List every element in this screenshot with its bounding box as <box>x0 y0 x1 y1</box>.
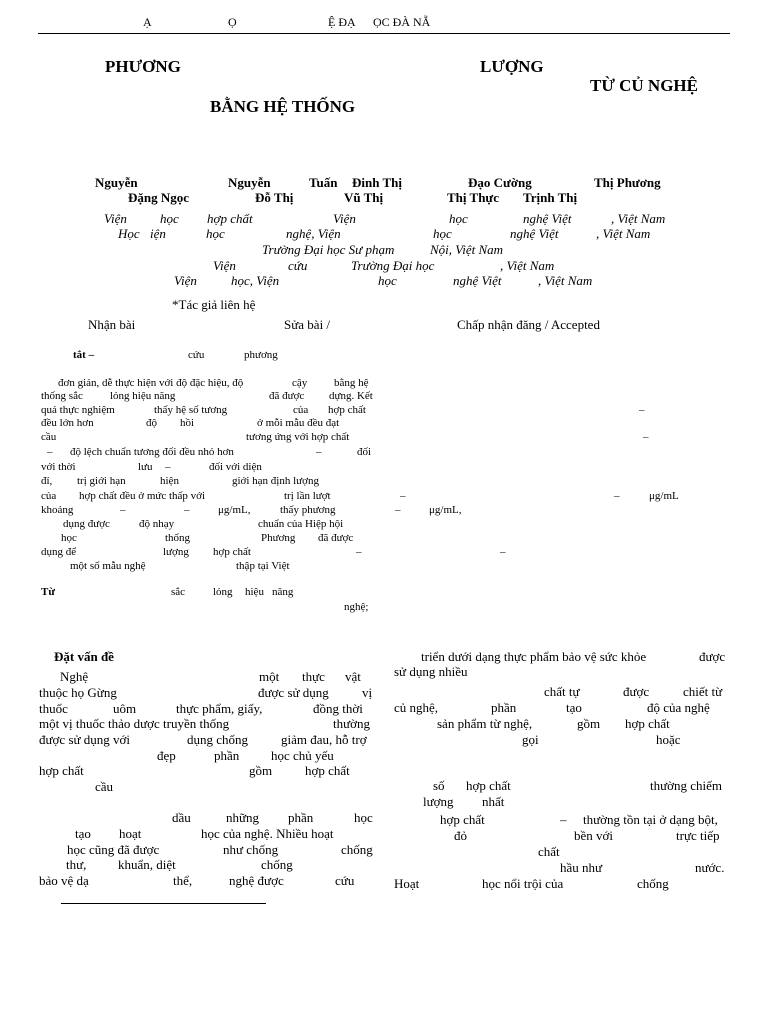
body-text: sản phẩm từ nghệ, <box>437 716 533 731</box>
received-label: Nhận bài <box>88 317 136 332</box>
body-text: triển dưới dạng thực phẩm bảo vệ sức khỏe <box>421 649 647 664</box>
body-text: chống <box>341 842 373 857</box>
affiliation-text: Học <box>118 226 140 241</box>
abstract-text: khoảng <box>41 504 74 516</box>
body-text: bảo vệ dạ <box>39 873 89 888</box>
affiliation-text: Viện <box>174 273 197 288</box>
affiliation-text: học <box>160 211 179 226</box>
footnote-rule <box>61 903 266 904</box>
section-heading: Đặt vấn đề <box>54 649 114 664</box>
abstract-text: – <box>120 504 126 516</box>
affiliation-text: Viện <box>213 258 236 273</box>
author: Nguyễn <box>95 175 138 190</box>
abstract-text: thấy hệ số tương <box>154 404 228 416</box>
abstract-text: hồi <box>180 417 195 429</box>
revised-label: Sửa bài / <box>284 317 331 332</box>
abstract-text: lượng <box>163 546 189 558</box>
body-text: đồng thời <box>313 701 363 716</box>
abstract-text: ở mỗi mẫu đều đạt <box>257 417 340 429</box>
author: Đạo Cường <box>468 175 532 190</box>
abstract-text: hợp chất <box>328 404 366 416</box>
abstract-text: hiện <box>160 475 179 487</box>
body-text: vị <box>362 685 373 700</box>
body-text: được <box>623 684 650 699</box>
abstract-text: giới hạn định lượng <box>232 475 319 487</box>
corresponding-author-note: *Tác giả liên hệ <box>172 297 256 312</box>
abstract-text: dụng được <box>63 518 110 530</box>
abstract-fragment: – <box>500 546 506 558</box>
keyword-text: sắc <box>171 586 186 598</box>
title-line1-left: PHƯƠNG <box>105 57 181 76</box>
abstract-text: cứu <box>188 349 205 361</box>
abstract-text: đơn giản, dễ thực hiện với độ đặc hiệu, độ <box>58 377 244 389</box>
body-text: nước. <box>695 860 725 875</box>
keyword-text: nghệ; <box>344 601 369 613</box>
title-line2-right: TỪ CỦ NGHỆ <box>590 76 698 95</box>
body-text: củ nghệ, <box>394 700 439 715</box>
affiliation-text: Trường Đại học <box>351 258 435 273</box>
body-text: tạo <box>75 826 91 841</box>
abstract-fragment: – <box>614 490 620 502</box>
body-text: thuốc <box>39 701 68 716</box>
body-text: vật <box>345 669 361 684</box>
body-text: gọi <box>522 732 539 747</box>
body-text: chiết từ <box>683 684 723 699</box>
affiliation-text: nghệ Việt <box>510 226 559 241</box>
body-text: lượng <box>423 794 454 809</box>
body-text: giảm đau, hỗ trợ <box>281 732 367 747</box>
abstract-fragment: μg/mL, <box>429 504 462 516</box>
affiliation-text: học <box>206 226 225 241</box>
affiliation-text: Nội, Việt Nam <box>430 242 504 257</box>
abstract-text: học <box>61 532 77 544</box>
body-text: hoạt <box>119 826 142 841</box>
body-text: cứu <box>335 873 355 888</box>
keywords-label: Từ <box>41 586 55 598</box>
body-text: một <box>259 669 280 684</box>
keyword-text: lỏng <box>213 586 233 598</box>
body-text: tạo <box>566 700 582 715</box>
abstract-text: tương ứng với hợp chất <box>246 431 350 443</box>
affiliation-text: , Việt Nam <box>500 258 555 273</box>
body-text: chống <box>637 876 669 891</box>
body-text: chống <box>261 857 293 872</box>
abstract-text: hợp chất đều ở mức thấp với <box>79 490 206 502</box>
abstract-text: đã được <box>318 532 354 544</box>
abstract-text: đối với diện <box>209 461 262 473</box>
body-text: thư, <box>66 857 87 872</box>
body-text: học của nghệ. Nhiều hoạt <box>201 826 334 841</box>
body-text: thường <box>333 716 371 731</box>
body-text: thuộc họ Gừng <box>39 685 117 700</box>
abstract-text: Phương <box>261 532 296 544</box>
author: Đỗ Thị <box>255 190 294 205</box>
author: Đinh Thị <box>352 175 402 190</box>
body-text: Nghệ <box>60 669 89 684</box>
abstract-text: của <box>293 404 309 416</box>
abstract-text: thập tại Việt <box>236 560 290 572</box>
affiliation-text: cứu <box>288 258 308 273</box>
abstract-text: bằng hệ <box>334 377 369 389</box>
keyword-text: năng <box>272 586 294 598</box>
affiliation-text: học <box>433 226 452 241</box>
body-text: đỏ <box>454 828 467 843</box>
abstract-text: thấy phương <box>280 504 336 516</box>
author: Nguyễn <box>228 175 271 190</box>
author: Thị Thực <box>447 190 499 205</box>
keyword-text: hiệu <box>245 586 264 598</box>
body-text: hợp chất <box>466 778 511 793</box>
affiliation-text: học, Viện <box>231 273 280 288</box>
abstract-text: hợp chất <box>213 546 251 558</box>
affiliation-text: hợp chất <box>207 211 253 226</box>
body-text: uôm <box>113 701 137 716</box>
header-part-3: Ệ ĐẠ <box>328 15 356 29</box>
affiliation-text: nghệ Việt <box>453 273 502 288</box>
body-text: thực phẩm, giấy, <box>176 701 263 716</box>
body-text: thường chiếm <box>650 778 723 793</box>
body-text: hợp chất <box>440 812 485 827</box>
affiliation-text: nghệ Việt <box>523 211 572 226</box>
abstract-text: dựng. Kết <box>329 390 373 402</box>
body-text: – <box>560 812 567 827</box>
body-text: hầu như <box>560 860 603 875</box>
abstract-text: thống sắc <box>41 390 83 402</box>
body-text: nghệ được <box>229 873 284 888</box>
body-text: học <box>354 810 373 825</box>
abstract-text: chuẩn của Hiệp hội <box>258 518 344 530</box>
body-text: học nổi trội của <box>482 876 564 891</box>
header-part-1: Ạ <box>143 15 152 29</box>
body-text: phần <box>214 748 240 763</box>
affiliation-text: Viện <box>104 211 127 226</box>
body-text: gồm <box>577 716 601 731</box>
body-text: học chủ yếu <box>271 748 334 763</box>
abstract-heading: tắt – <box>73 349 95 361</box>
body-text: gồm <box>249 763 273 778</box>
abstract-fragment: – <box>400 490 406 502</box>
author: Vũ Thị <box>344 190 384 205</box>
abstract-text: trị giới hạn <box>77 475 126 487</box>
body-text: thể, <box>173 873 193 888</box>
body-text: chất tự <box>544 684 580 699</box>
abstract-text: lỏng hiệu năng <box>110 390 176 402</box>
affiliation-text: Trường Đại học Sư phạm <box>262 242 395 257</box>
body-text: được sử dụng với <box>39 732 131 747</box>
abstract-text: thống <box>165 532 191 544</box>
body-text: hợp chất <box>39 763 84 778</box>
abstract-text: độ <box>146 417 157 429</box>
affiliation-text: , Việt Nam <box>596 226 651 241</box>
header-rule <box>38 33 730 34</box>
body-text: được sử dụng <box>258 685 329 700</box>
body-text: hợp chất <box>625 716 670 731</box>
body-text: đẹp <box>157 748 176 763</box>
abstract-text: phương <box>244 349 278 361</box>
body-text: cầu <box>95 779 114 794</box>
abstract-text: đối <box>357 446 372 458</box>
abstract-text: – <box>165 461 171 473</box>
body-text: chất <box>538 844 560 859</box>
abstract-text: đã được <box>269 390 305 402</box>
header-part-2: Ọ <box>228 15 237 29</box>
abstract-text: dụng để <box>41 546 77 558</box>
body-text: bền với <box>574 828 614 843</box>
affiliation-text: , Việt Nam <box>538 273 593 288</box>
abstract-text: quả thực nghiệm <box>41 404 115 416</box>
body-text: dụng chống <box>187 732 249 747</box>
author: Đặng Ngọc <box>128 190 190 205</box>
affiliation-text: nghệ, Viện <box>286 226 341 241</box>
author: Thị Phương <box>594 175 661 190</box>
abstract-text: cầu <box>41 431 57 443</box>
abstract-text: đỉ, <box>41 475 53 487</box>
body-text: nhất <box>482 794 505 809</box>
abstract-text: – <box>356 546 362 558</box>
accepted-label: Chấp nhận đăng / Accepted <box>457 317 600 332</box>
abstract-text: – <box>47 446 53 458</box>
body-text: Hoạt <box>394 876 420 891</box>
abstract-text: lưu <box>138 461 153 473</box>
body-text: phần <box>288 810 314 825</box>
abstract-text: độ nhạy <box>139 518 175 530</box>
title-line1-right: LƯỢNG <box>480 57 544 76</box>
abstract-text: trị lần lượt <box>284 490 331 502</box>
body-text: được <box>699 649 726 664</box>
body-text: hợp chất <box>305 763 350 778</box>
author: Trịnh Thị <box>523 190 578 205</box>
body-text: những <box>226 810 260 825</box>
body-text: như chống <box>223 842 279 857</box>
body-text: độ của nghệ <box>647 700 710 715</box>
abstract-text: μg/mL, <box>218 504 251 516</box>
body-text: hoặc <box>656 732 681 747</box>
body-text: trực tiếp <box>676 828 720 843</box>
abstract-text: độ lệch chuẩn tương đối đều nhỏ hơn <box>70 446 234 458</box>
abstract-text: đều lớn hơn <box>41 417 94 429</box>
affiliation-text: , Việt Nam <box>611 211 666 226</box>
affiliation-text: học <box>378 273 397 288</box>
body-text: khuẩn, diệt <box>118 857 176 872</box>
affiliation-text: iện <box>150 226 166 241</box>
body-text: số <box>433 778 445 793</box>
abstract-text: cậy <box>292 377 308 389</box>
abstract-text: của <box>41 490 57 502</box>
affiliation-text: Viện <box>333 211 356 226</box>
abstract-fragment: – <box>395 504 401 516</box>
body-text: thường tồn tại ở dạng bột, <box>583 812 718 827</box>
abstract-text: với thời <box>41 461 76 473</box>
body-text: dầu <box>172 810 191 825</box>
abstract-fragment: – <box>643 431 649 443</box>
abstract-fragment: – <box>639 404 645 416</box>
title-line3: BẰNG HỆ THỐNG <box>210 97 356 116</box>
body-text: phần <box>491 700 517 715</box>
abstract-text: một số mẫu nghệ <box>70 560 146 572</box>
body-text: sử dụng nhiều <box>394 664 468 679</box>
body-text: một vị thuốc thảo dược truyền thống <box>39 716 230 731</box>
body-text: học cũng đã được <box>67 842 160 857</box>
abstract-text: – <box>316 446 322 458</box>
abstract-text: – <box>184 504 190 516</box>
header-part-4: ỌC ĐÀ NẴ <box>373 15 431 29</box>
body-text: thực <box>302 669 325 684</box>
abstract-fragment: μg/mL <box>649 490 679 502</box>
author: Tuấn <box>309 175 338 190</box>
affiliation-text: học <box>449 211 468 226</box>
